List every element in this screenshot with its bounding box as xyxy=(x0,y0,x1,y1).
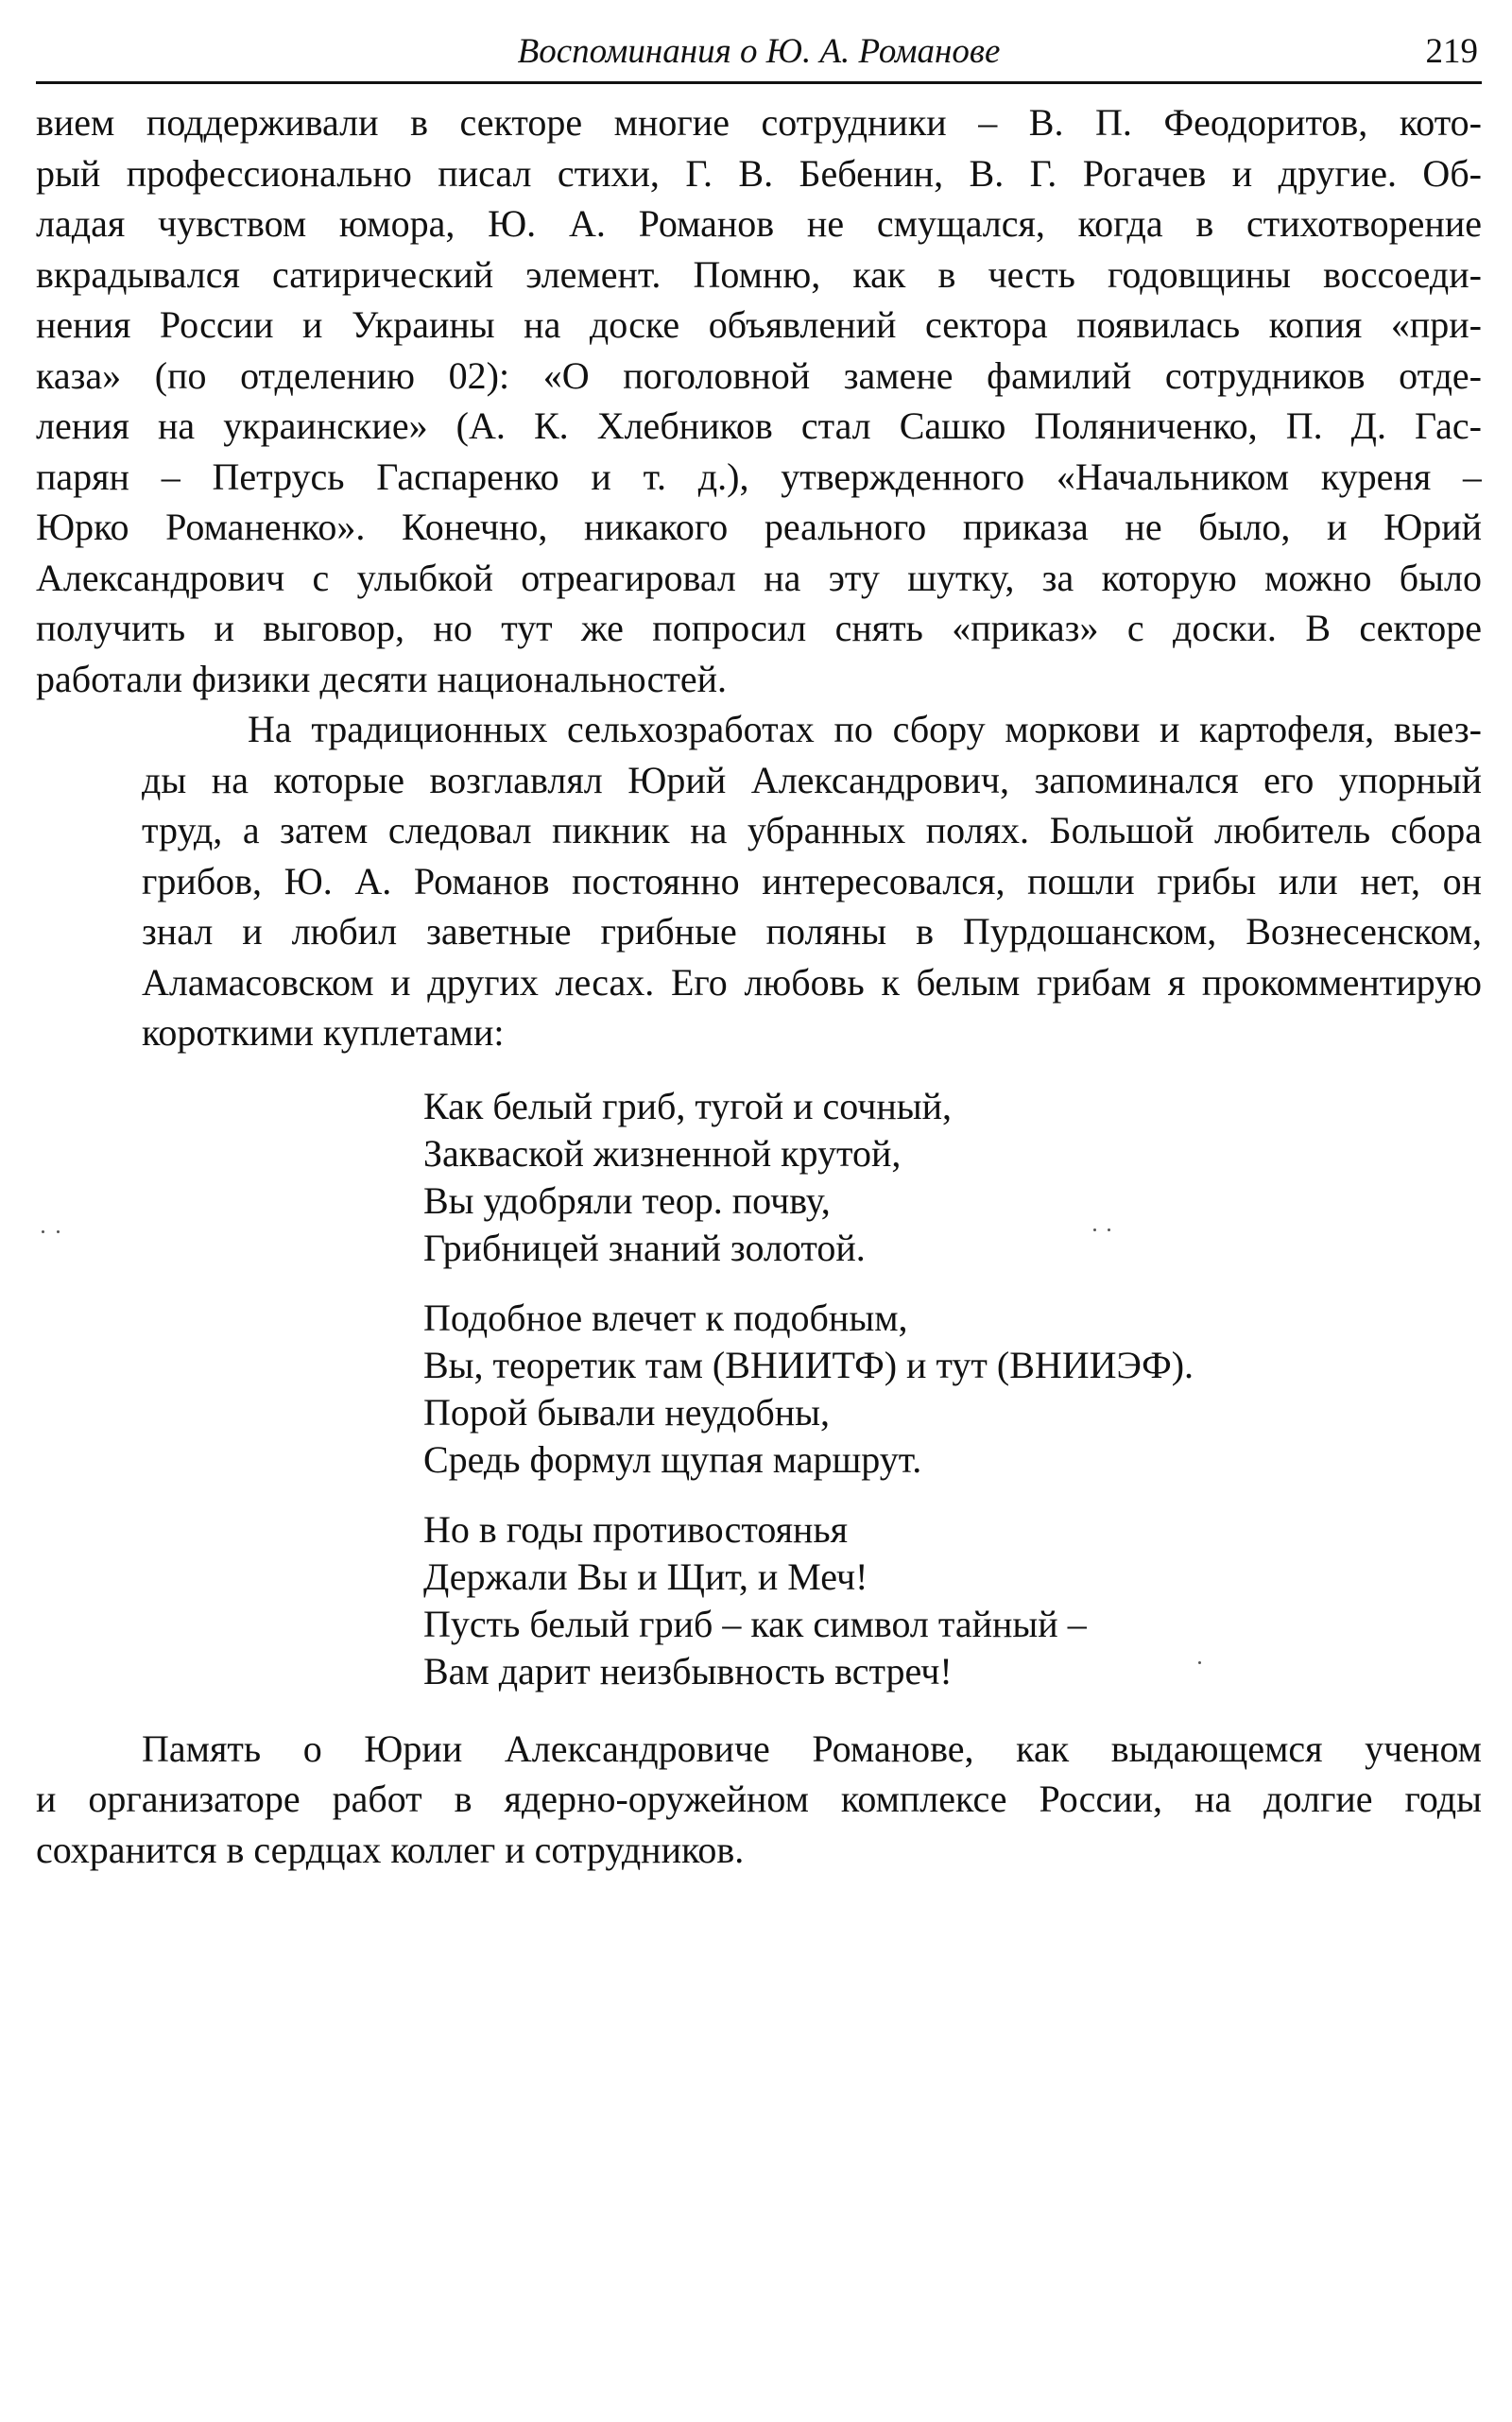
scan-speck xyxy=(57,1230,60,1233)
text-line: нения России и Украины на доске объявлений сектора появилась копия «при- xyxy=(36,303,1482,346)
poem-line: Порой бывали неудобны, xyxy=(423,1390,830,1434)
text-line: и организаторе работ в ядерно-оружейном комплексе России, на долгие годы xyxy=(36,1778,1482,1820)
text-line: знал и любил заветные грибные поляны в Пурдошанском, Вознесенском, xyxy=(142,910,1482,953)
paragraph-closing xyxy=(36,1724,1482,1876)
text-line: каза» (по отделению 02): «О поголовной замене фамилий сотрудников отде- xyxy=(36,353,1482,397)
paragraph-1 xyxy=(36,97,1482,704)
text-line: На традиционных сельхозработах по сбору моркови и картофеля, выез- xyxy=(248,708,1482,750)
body-text xyxy=(36,97,1482,1875)
text-line: труд, а затем следовал пикник на убранных полях. Большой любитель сбора xyxy=(142,809,1482,851)
paragraph-2 xyxy=(36,704,1482,1058)
running-title: Воспоминания о Ю. А. Романове xyxy=(517,32,1001,71)
text-line: вкрадывался сатирический элемент. Помню, как в честь годовщины воссоеди- xyxy=(36,252,1482,296)
poem-line: Закваской жизненной крутой, xyxy=(423,1131,902,1175)
text-line: Александрович с улыбкой отреагировал на эту шутку, за которую можно было xyxy=(36,556,1482,599)
poem-line: Вы, теоретик там (ВНИИТФ) и тут (ВНИИЭФ). xyxy=(423,1343,1194,1386)
poem-line: Подобное влечет к подобным, xyxy=(423,1296,908,1339)
poem xyxy=(423,1083,1482,1695)
poem-line: Вам дарит неизбывность встреч! xyxy=(423,1649,953,1692)
text-line: парян – Петрусь Гаспаренко и т. д.), утвержденного «Начальником куреня – xyxy=(36,455,1482,498)
scan-speck xyxy=(1198,1661,1201,1664)
poem-line: Средь формул щупая маршрут. xyxy=(423,1437,922,1481)
poem-stanza xyxy=(423,1295,1482,1484)
scan-speck xyxy=(1108,1228,1110,1231)
scan-speck xyxy=(1093,1228,1096,1231)
text-line: грибов, Ю. А. Романов постоянно интересовался, пошли грибы или нет, он xyxy=(142,859,1482,902)
text-line: сохранится в сердцах коллег и сотрудников. xyxy=(36,1828,745,1871)
scan-speck xyxy=(42,1230,44,1233)
page-number: 219 xyxy=(1425,32,1478,71)
text-line: вием поддерживали в секторе многие сотрудники – В. П. Феодоритов, кото- xyxy=(36,101,1482,144)
text-line: получить и выговор, но тут же попросил снять «приказ» с доски. В секторе xyxy=(36,607,1482,649)
poem-stanza xyxy=(423,1083,1482,1272)
text-line: Память о Юрии Александровиче Романове, как выдающемся ученом xyxy=(142,1726,1482,1770)
running-header xyxy=(36,28,1482,84)
text-line: рый профессионально писал стихи, Г. В. Бебенин, В. Г. Рогачев и другие. Об- xyxy=(36,151,1482,195)
book-page xyxy=(36,28,1482,1875)
poem-line: Грибницей знаний золотой. xyxy=(423,1226,866,1269)
text-line: ладая чувством юмора, Ю. А. Романов не смущался, когда в стихотворение xyxy=(36,202,1482,245)
poem-line: Пусть белый гриб – как символ тайный – xyxy=(423,1602,1087,1645)
text-line: Юрко Романенко». Конечно, никакого реального приказа не было, и Юрий xyxy=(36,506,1482,548)
poem-line: Но в годы противостоянья xyxy=(423,1507,849,1551)
poem-line: Держали Вы и Щит, и Меч! xyxy=(423,1555,868,1598)
poem-line: Как белый гриб, тугой и сочный, xyxy=(423,1084,953,1127)
text-line: короткими куплетами: xyxy=(142,1011,505,1054)
text-line: Аламасовском и других лесах. Его любовь к белым грибам я прокомментирую xyxy=(142,960,1482,1004)
text-line: работали физики десяти национальностей. xyxy=(36,657,728,700)
poem-stanza xyxy=(423,1506,1482,1695)
text-line: ды на которые возглавлял Юрий Александрович, запоминался его упорный xyxy=(142,758,1482,801)
text-line: ления на украинские» (А. К. Хлебников стал Сашко Поляниченко, П. Д. Гас- xyxy=(36,404,1482,447)
poem-line: Вы удобряли теор. почву, xyxy=(423,1178,831,1222)
